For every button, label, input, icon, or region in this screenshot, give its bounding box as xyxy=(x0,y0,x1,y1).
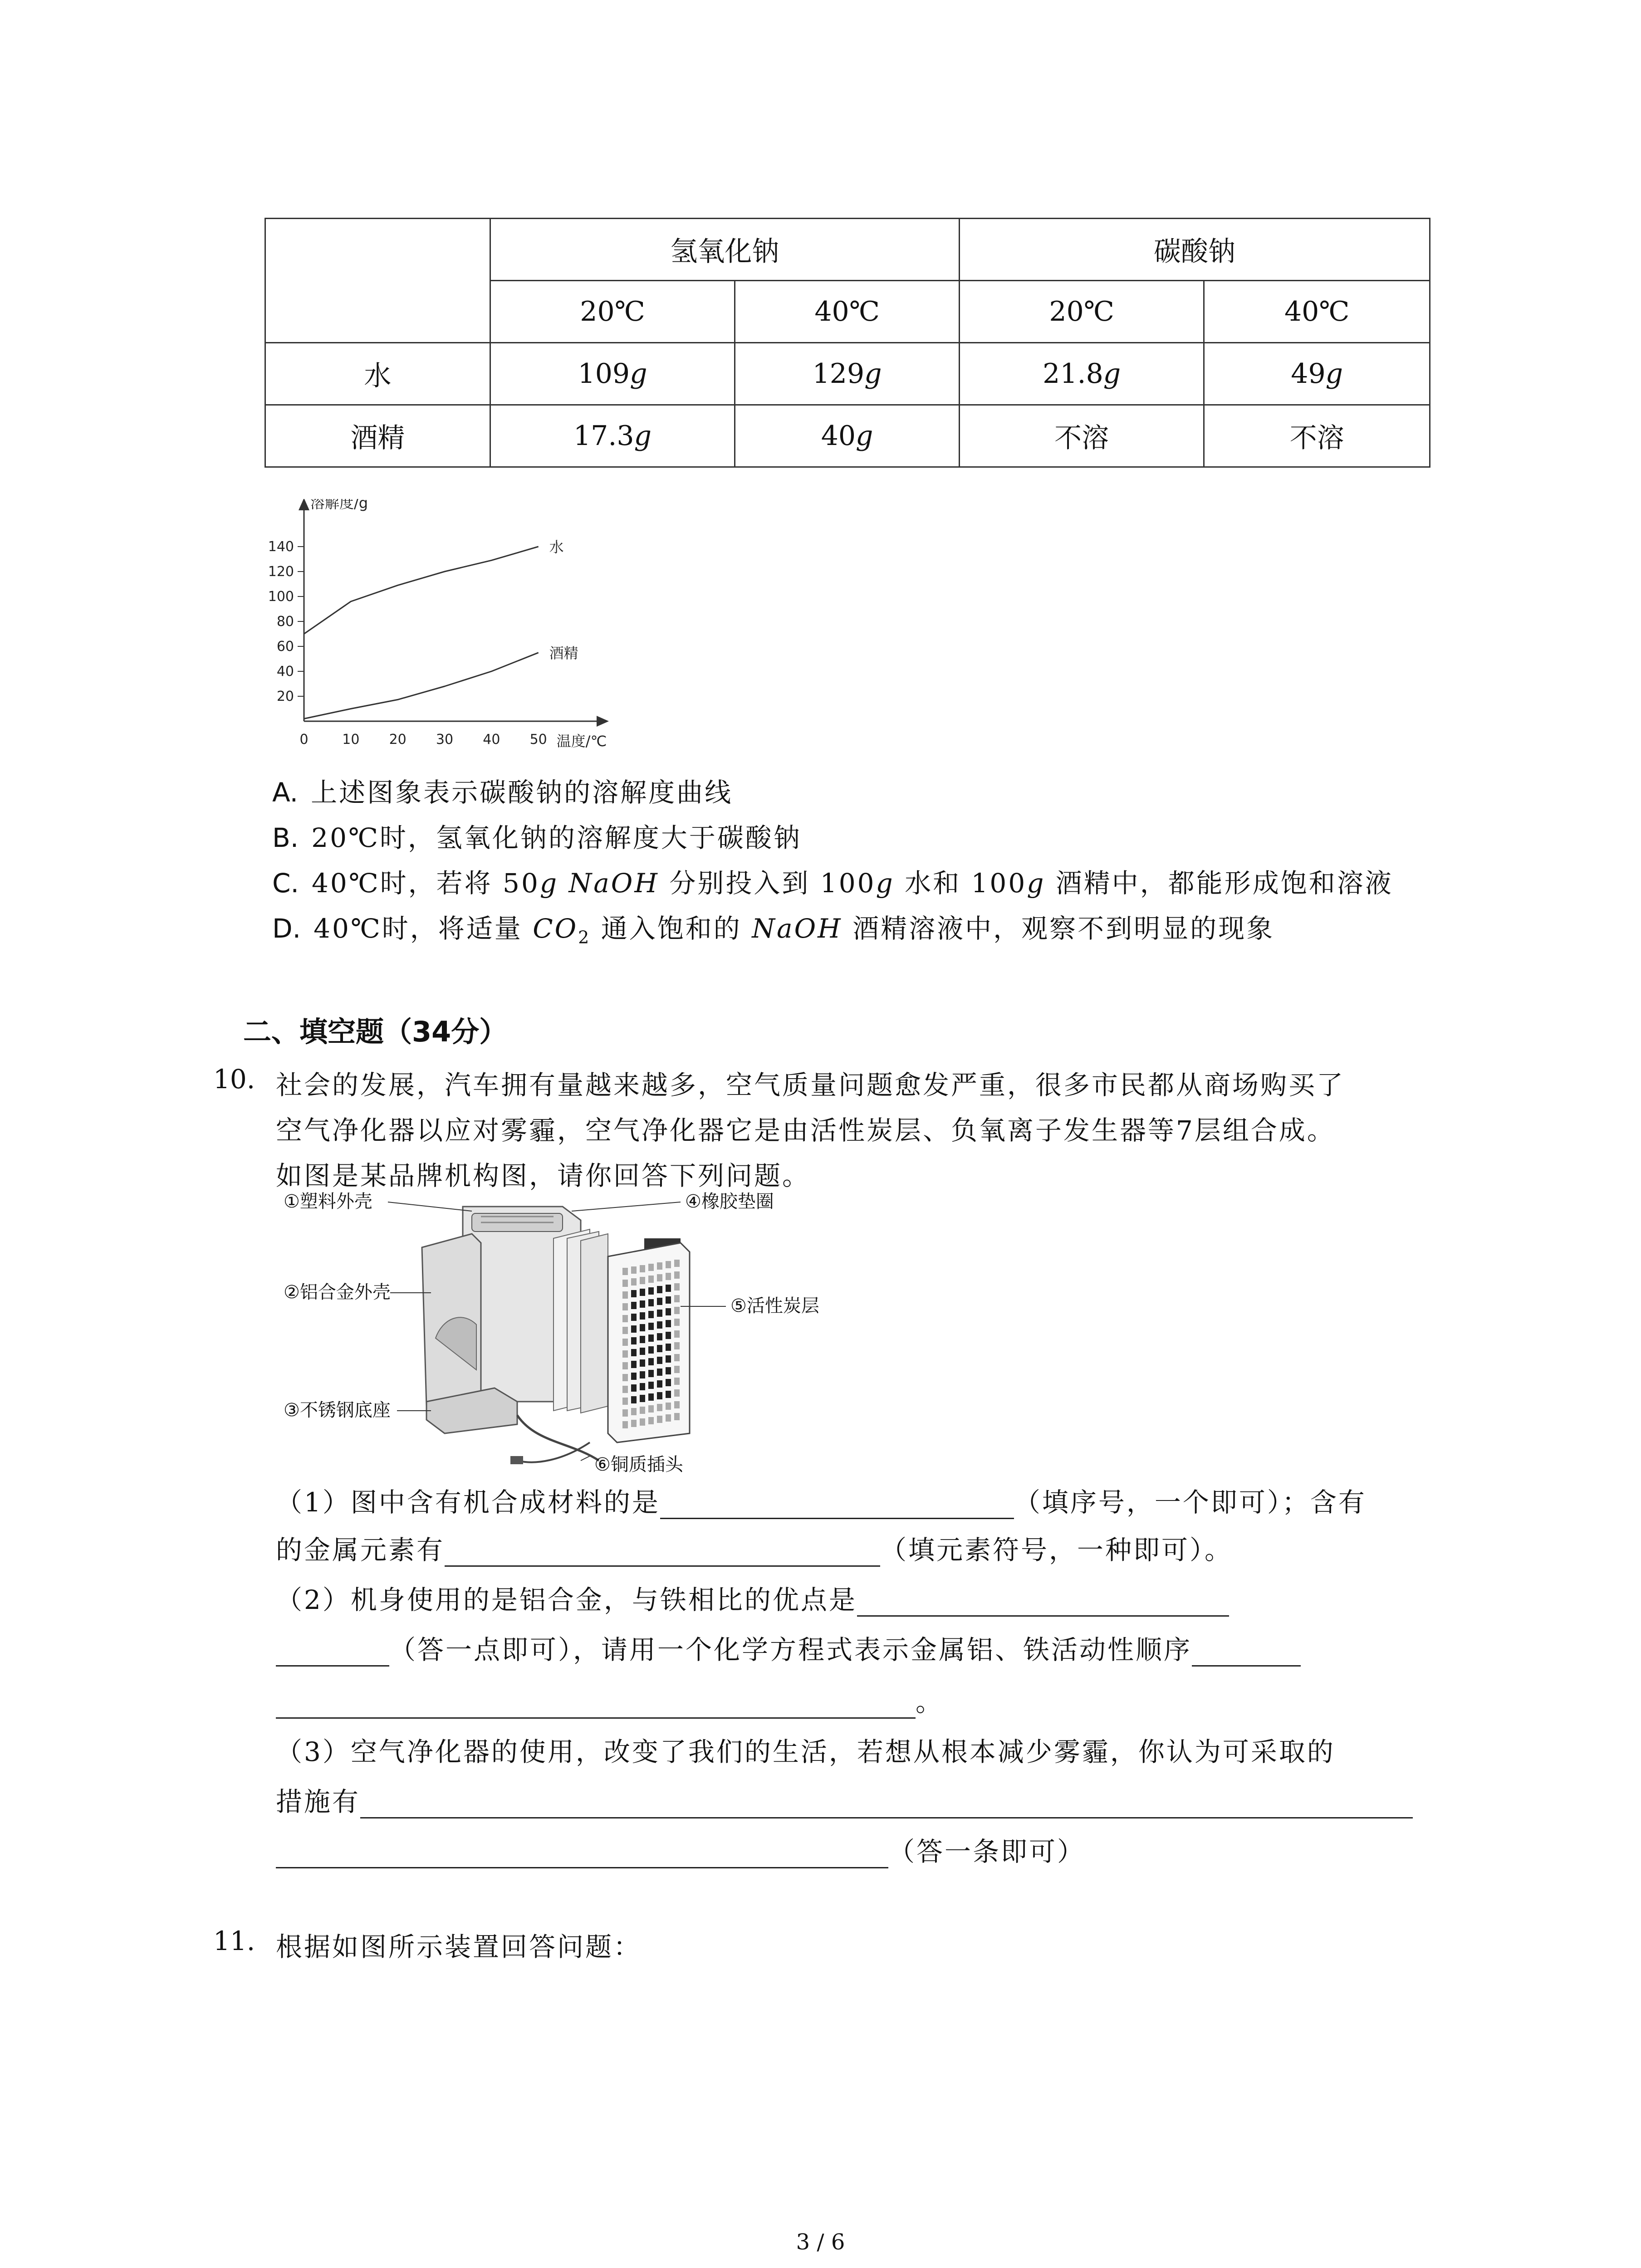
x-tick-label: 20 xyxy=(389,732,407,748)
y-axis-label: 溶解度/g xyxy=(310,499,368,512)
label-plastic-shell: ①塑料外壳 xyxy=(284,1191,372,1212)
q10-part2-line3: 。 xyxy=(276,1681,944,1719)
table-row xyxy=(265,405,1430,467)
answer-blank[interactable] xyxy=(276,1840,888,1868)
q10-part2-line1: （2）机身使用的是铝合金，与铁相比的优点是 xyxy=(276,1579,1229,1617)
label-carbon-layer: ⑤活性炭层 xyxy=(730,1295,819,1316)
answer-blank[interactable] xyxy=(1192,1638,1301,1667)
table-corner-cell xyxy=(265,219,490,343)
q10-part1-line1: （1）图中含有机合成材料的是 （填序号，一个即可）；含有 xyxy=(276,1481,1367,1519)
question-text: 根据如图所示装置回答问题： xyxy=(276,1931,642,1962)
x-axis-label: 温度/℃ xyxy=(556,733,607,750)
y-tick-label: 20 xyxy=(276,689,294,704)
option-a: A. 上述图象表示碳酸钠的溶解度曲线 xyxy=(272,777,733,808)
series-line-1 xyxy=(304,653,539,719)
x-tick-label: 50 xyxy=(529,732,547,748)
x-tick-label: 30 xyxy=(436,732,454,748)
header-na2co3: 碳酸钠 xyxy=(959,219,1430,281)
series-line-0 xyxy=(304,547,539,634)
x-tick-label: 0 xyxy=(299,732,309,748)
header-temp: 20℃ xyxy=(490,281,735,343)
activated-carbon-layer xyxy=(608,1243,690,1442)
series-label: 酒精 xyxy=(549,644,578,662)
label-copper-plug: ⑥铜质插头 xyxy=(594,1454,683,1475)
air-purifier-diagram xyxy=(281,1188,871,1479)
question-number: 10. xyxy=(213,1064,255,1095)
y-tick-label: 140 xyxy=(268,539,294,555)
table-cell: 不溶 xyxy=(1204,405,1430,467)
row-label: 酒精 xyxy=(265,405,490,467)
table-cell: 17.3g xyxy=(490,405,735,467)
table-row xyxy=(265,343,1430,405)
y-tick-label: 80 xyxy=(276,614,294,630)
q10-part3-line1: （3）空气净化器的使用，改变了我们的生活，若想从根本减少雾霾，你认为可采取的 xyxy=(276,1736,1335,1767)
y-tick-label: 120 xyxy=(268,564,294,580)
table-cell: 49g xyxy=(1204,343,1430,405)
answer-blank[interactable] xyxy=(360,1790,1413,1818)
label-stainless-base: ③不锈钢底座 xyxy=(284,1400,391,1421)
label-aluminum-shell: ②铝合金外壳 xyxy=(284,1282,391,1303)
label-rubber-gasket: ④橡胶垫圈 xyxy=(685,1191,774,1212)
header-temp: 20℃ xyxy=(959,281,1204,343)
answer-blank[interactable] xyxy=(445,1538,880,1567)
question-text: 如图是某品牌机构图，请你回答下列问题。 xyxy=(276,1160,811,1191)
table-cell: 129g xyxy=(735,343,960,405)
row-label: 水 xyxy=(265,343,490,405)
table-cell: 40g xyxy=(735,405,960,467)
series-label: 水 xyxy=(549,538,564,556)
q10-part3-line2: 措施有 xyxy=(276,1780,1413,1818)
header-temp: 40℃ xyxy=(735,281,960,343)
solubility-chart xyxy=(254,499,662,762)
aluminum-panel xyxy=(422,1234,481,1406)
x-tick-label: 10 xyxy=(342,732,360,748)
question-text: 社会的发展，汽车拥有量越来越多，空气质量问题愈发严重，很多市民都从商场购买了 xyxy=(276,1070,1345,1100)
header-temp: 40℃ xyxy=(1204,281,1430,343)
answer-blank[interactable] xyxy=(276,1638,389,1667)
table-cell: 不溶 xyxy=(959,405,1204,467)
option-b: B. 20℃时，氢氧化钠的溶解度大于碳酸钠 xyxy=(272,822,802,853)
q10-part1-line2: 的金属元素有 （填元素符号，一种即可）。 xyxy=(276,1529,1233,1567)
answer-blank[interactable] xyxy=(660,1491,1014,1519)
table-cell: 21.8g xyxy=(959,343,1204,405)
y-tick-label: 100 xyxy=(268,589,294,605)
solubility-table xyxy=(265,218,1430,468)
q10-part3-line3: （答一条即可） xyxy=(276,1830,1085,1868)
header-naoh: 氢氧化钠 xyxy=(490,219,959,281)
section-title: 二、填空题（34分） xyxy=(243,1015,508,1048)
question-text: 空气净化器以应对雾霾，空气净化器它是由活性炭层、负氧离子发生器等7层组合成。 xyxy=(276,1115,1335,1146)
table-cell: 109g xyxy=(490,343,735,405)
page-number: 3 / 6 xyxy=(796,2229,845,2255)
copper-plug xyxy=(510,1415,599,1464)
y-tick-label: 40 xyxy=(276,664,294,679)
answer-blank[interactable] xyxy=(276,1690,916,1719)
y-tick-label: 60 xyxy=(276,639,294,655)
answer-blank[interactable] xyxy=(857,1588,1229,1617)
question-number: 11. xyxy=(213,1926,255,1956)
q10-part2-line2: （答一点即可），请用一个化学方程式表示金属铝、铁活动性顺序 xyxy=(276,1628,1301,1667)
option-d: D. 40℃时，将适量 $CO_2$ 通入饱和的 NaOH 酒精溶液中，观察不到明显的现象 xyxy=(272,913,1275,948)
option-c: C. 40℃时，若将 50g NaOH 分别投入到 100g 水和 100g 酒精中，都能形成饱和溶液 xyxy=(272,868,1393,899)
x-tick-label: 40 xyxy=(483,732,500,748)
